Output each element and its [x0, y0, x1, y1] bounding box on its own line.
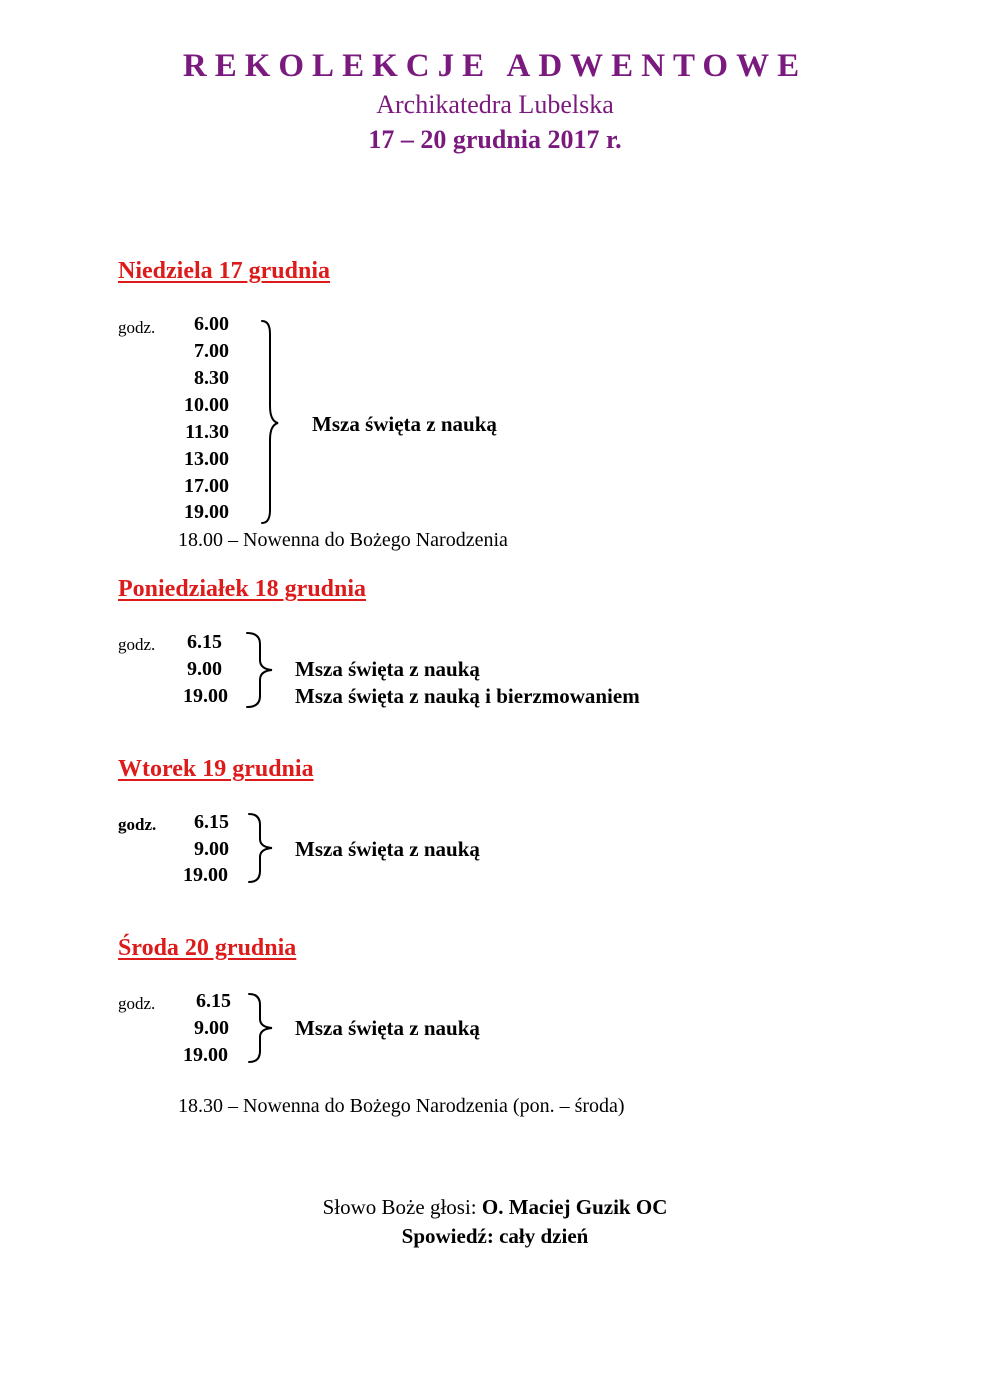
curly-brace [246, 811, 276, 885]
time-slot: 10.00 [184, 394, 229, 416]
time-slot: 6.15 [194, 811, 229, 833]
hour-label: godz. [118, 318, 156, 337]
mass-description: Msza święta z nauką [295, 657, 480, 681]
hour-label: godz. [118, 635, 156, 654]
retreat-dates: 17 – 20 grudnia 2017 r. [368, 125, 622, 154]
mass-description: Msza święta z nauką [312, 412, 497, 436]
time-slot: 11.30 [185, 421, 229, 443]
time-slot: 7.00 [194, 340, 229, 362]
day-heading-monday: Poniedziałek 18 grudnia [118, 576, 367, 602]
time-slot: 9.00 [194, 838, 229, 860]
time-slot: 13.00 [184, 448, 229, 470]
mass-confirmation-description: Msza święta z nauką i bierzmowaniem [295, 684, 640, 708]
hour-label: godz. [118, 994, 156, 1013]
time-slot: 6.15 [196, 990, 231, 1012]
page-title: REKOLEKCJE ADWENTOWE [182, 48, 808, 84]
time-slot: 19.00 [184, 501, 229, 523]
time-slot: 17.00 [184, 475, 229, 497]
time-slot: 9.00 [194, 1017, 229, 1039]
confession-info: Spowiedź: cały dzień [401, 1224, 589, 1248]
curly-brace [244, 630, 276, 710]
preacher-line [0, 1195, 990, 1220]
mass-description: Msza święta z nauką [295, 837, 480, 861]
time-slot: 6.00 [194, 313, 229, 335]
novena-note: 18.30 – Nowenna do Bożego Narodzenia (pon. – środa) [178, 1095, 625, 1117]
time-slot: 8.30 [194, 367, 229, 389]
day-heading-wednesday: Środa 20 grudnia [118, 935, 297, 961]
novena-note: 18.00 – Nowenna do Bożego Narodzenia [178, 529, 508, 551]
time-slot: 6.15 [187, 631, 222, 653]
preacher-label: Słowo Boże głosi: [322, 1195, 482, 1219]
curly-brace [246, 991, 276, 1065]
time-slot: 9.00 [187, 658, 222, 680]
time-slot: 19.00 [183, 864, 228, 886]
mass-description: Msza święta z nauką [295, 1016, 480, 1040]
time-slot: 19.00 [183, 1044, 228, 1066]
preacher-name: O. Maciej Guzik OC [481, 1195, 668, 1219]
church-name: Archikatedra Lubelska [376, 90, 614, 119]
curly-brace [258, 318, 282, 528]
time-slot: 19.00 [183, 685, 228, 707]
hour-label: godz. [118, 815, 157, 834]
day-heading-sunday: Niedziela 17 grudnia [118, 258, 331, 284]
day-heading-tuesday: Wtorek 19 grudnia [118, 756, 314, 782]
